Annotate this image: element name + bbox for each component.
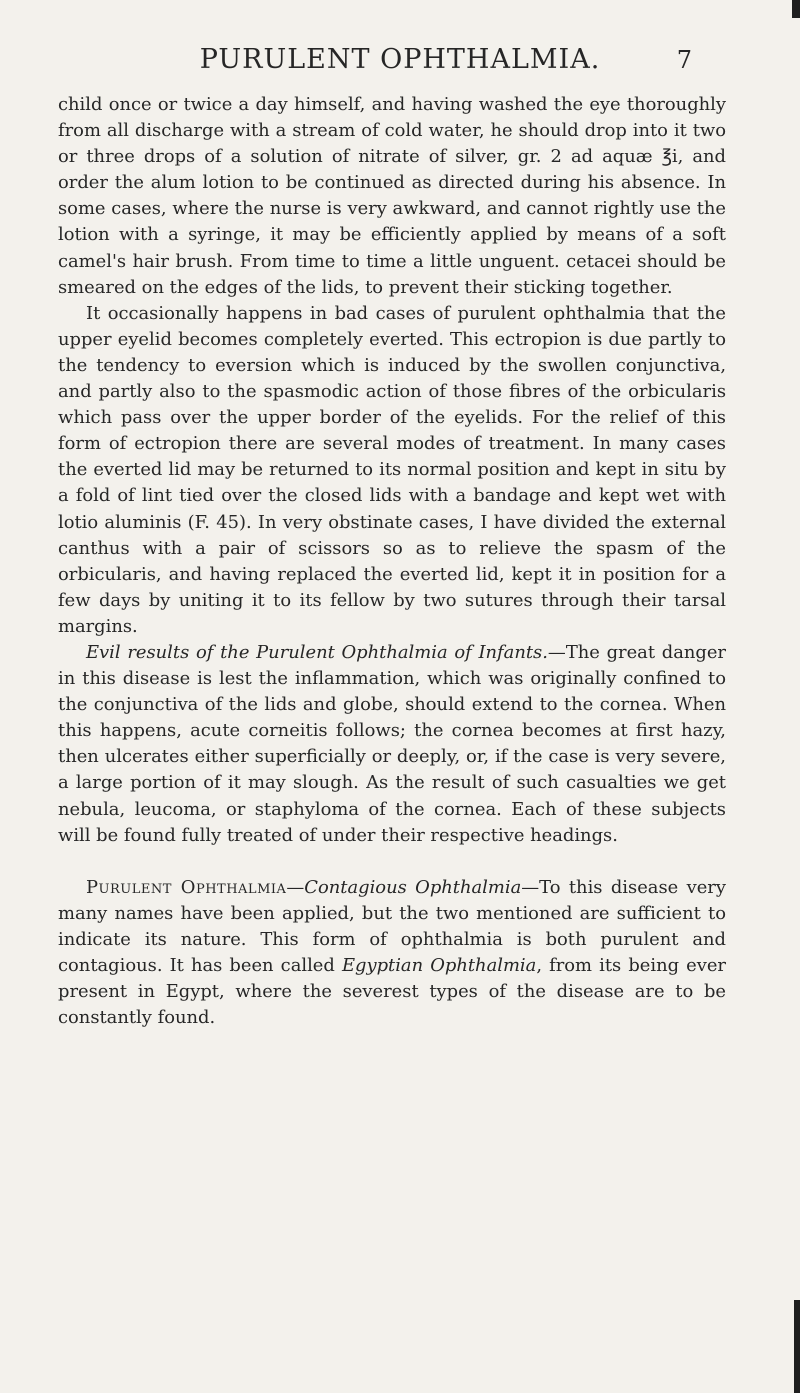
- body-text: [58, 92, 726, 1031]
- section-heading-contagious-ophthalmia: Contagious Ophthalmia: [304, 876, 522, 898]
- paragraph-2: It occasionally happens in bad cases of purulent ophthalmia that the upper eyelid becomes completely everted. This ectropion is due partly to the tendency to eversion which is induced by the swollen conjunctiva, and partly also to the spasmodic action of those fibres of the orbicularis which pass over the upper border of the eyelids. For the relief of this form of ectropion there are several modes of treatment. In many cases the everted lid may be returned to its normal position and kept in situ by a fold of lint tied over the closed lids with a bandage and kept wet with lotio aluminis (F. 45). In very obstinate cases, I have divided the external canthus with a pair of scissors so as to relieve the spasm of the orbicularis, and having replaced the everted lid, kept it in position for a few days by uniting it to its fellow by two sutures through their tarsal margins.: [58, 302, 726, 637]
- paragraph-3-body: The great danger in this disease is lest the inflammation, which was originally confined to the conjunctiva of the lids and globe, should extend to the cornea. When this happens, acute corneitis follows; the cornea becomes at first hazy, then ulcerates either superficially or deeply, or, if the case is very severe, a large portion of it may slough. As the result of such casualties we get nebula, leucoma, or staphyloma of the cornea. Each of these subjects will be found fully treated of under their respective headings.: [58, 641, 726, 846]
- egyptian-ophthalmia-term: Egyptian Ophthalmia: [341, 955, 537, 976]
- paragraph-1: child once or twice a day himself, and having washed the eye thoroughly from all discharge with a stream of cold water, he should drop into it two or three drops of a solution of nitrate of silver, gr. 2 ad aquæ ℥i, and order the alum lotion to be continued as directed during his absence. In some cases, where the nurse is very awkward, and cannot rightly use the lotion with a syringe, it may be efficiently applied by means of a soft camel's hair brush. From time to time a little unguent. cetacei should be smeared on the edges of the lids, to prevent their sticking together.: [58, 94, 726, 298]
- page-header: [0, 38, 800, 82]
- scan-edge-mark-top: [792, 0, 800, 18]
- heading-dash: —: [521, 876, 540, 898]
- paragraph-4-body-end: , from its being ever present in Egypt, where the severest types of the disease are to be constantly found.: [58, 955, 726, 1029]
- paragraph-4-body: To this disease very many names have been applied, but the two mentioned are sufficient to indicate its nature. This form of ophthalmia is both purulent and contagious. It has been called: [58, 876, 726, 976]
- page-number: 7: [676, 46, 692, 74]
- scan-edge-mark-bottom: [794, 1300, 800, 1393]
- heading-dash: —: [547, 641, 566, 663]
- paragraph-4: [58, 875, 726, 1032]
- section-lead-purulent-ophthalmia: Purulent Ophthalmia: [86, 876, 287, 898]
- running-title: PURULENT OPHTHALMIA.: [199, 44, 601, 75]
- lead-dash: —: [286, 876, 305, 898]
- section-heading-evil-results: Evil results of the Purulent Ophthalmia of Infants.: [86, 641, 548, 663]
- paragraph-3: [58, 640, 726, 849]
